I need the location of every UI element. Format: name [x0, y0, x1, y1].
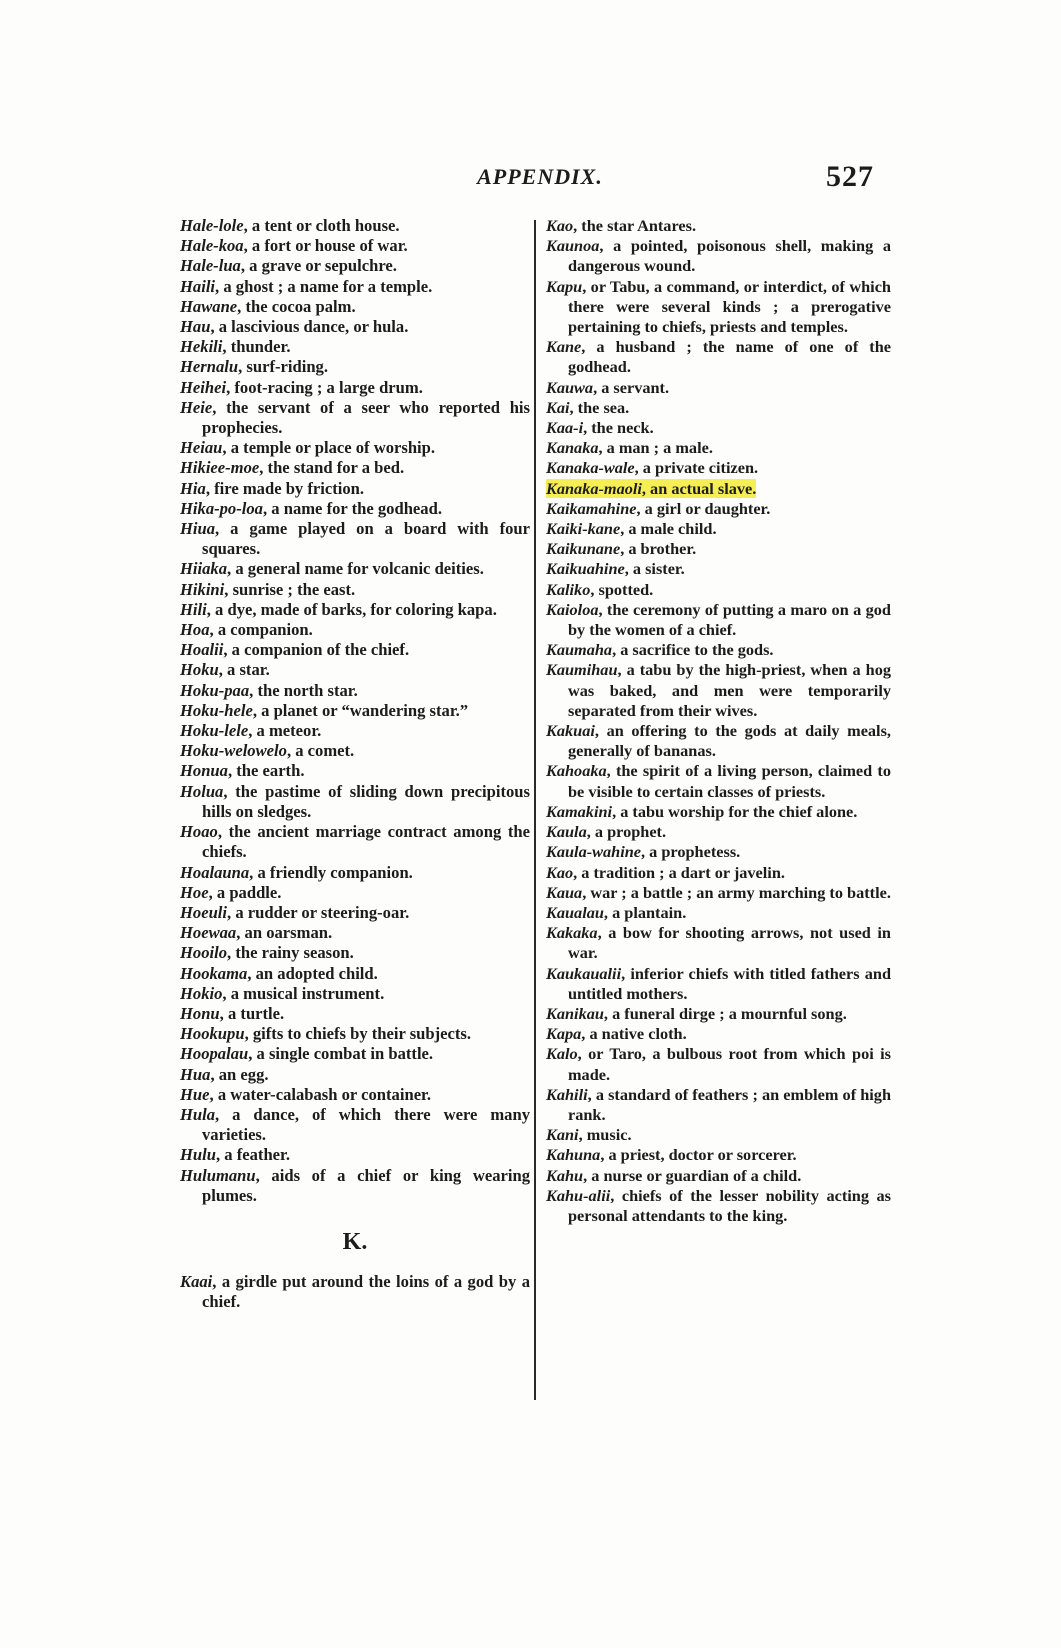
section-letter: K. — [342, 1228, 368, 1255]
glossary-entry — [180, 903, 530, 923]
entry-definition: , thunder. — [222, 337, 291, 357]
entry-definition: , an oarsman. — [236, 923, 333, 943]
glossary-entry — [546, 640, 891, 660]
entry-headword: Kauwa — [546, 377, 594, 397]
glossary-entry — [546, 1085, 891, 1125]
entry-definition: , a companion of the chief. — [223, 640, 410, 660]
glossary-entry — [180, 438, 530, 458]
glossary-entry — [180, 721, 530, 741]
entry-headword: Kaunoa — [546, 236, 600, 256]
glossary-entry — [180, 943, 530, 963]
entry-definition: , a tabu by the high-priest, when a hog was baked, and men were temporarily separated from their wives. — [568, 660, 891, 720]
glossary-entry — [180, 822, 530, 862]
entry-definition: , the north star. — [249, 680, 358, 700]
entry-definition: , music. — [578, 1125, 632, 1145]
glossary-entry — [546, 1166, 891, 1186]
entry-definition: , a girl or daughter. — [636, 498, 771, 518]
entry-headword: Hale-koa — [180, 236, 244, 256]
entry-definition: , a prophet. — [586, 822, 667, 842]
glossary-entry — [180, 964, 530, 984]
entry-headword: Kanaka-wale — [546, 458, 635, 478]
glossary-entry — [180, 681, 530, 701]
glossary-entry — [546, 1145, 891, 1165]
entry-definition: , a water-calabash or container. — [209, 1084, 432, 1104]
entry-definition: , a grave or sepulchre. — [240, 256, 397, 276]
entry-headword: Kaumihau — [546, 660, 618, 680]
glossary-entry — [180, 357, 530, 377]
entry-definition: , a man ; a male. — [598, 438, 713, 458]
entry-definition: , or Tabu, a command, or interdict, of which there were several kinds ; a prerogative pertaining to chiefs, priests and temples. — [568, 276, 891, 337]
glossary-entry — [180, 317, 530, 337]
entry-headword: Hika-po-loa — [180, 498, 263, 518]
entry-definition: , a rudder or steering-oar. — [227, 902, 410, 922]
entry-definition: , the cocoa palm. — [237, 296, 356, 316]
entry-definition: , a ghost ; a name for a temple. — [215, 276, 433, 296]
entry-headword: Hoalii — [180, 640, 224, 660]
entry-definition: , a funeral dirge ; a mournful song. — [603, 1003, 847, 1023]
entry-definition: , spotted. — [590, 579, 654, 599]
entry-definition: , the ceremony of putting a maro on a god by the women of a chief. — [568, 599, 891, 640]
entry-headword: Hernalu — [180, 357, 239, 377]
entry-headword: Hoku-hele — [180, 700, 253, 720]
entry-headword: Kaikamahine — [546, 498, 637, 518]
entry-headword: Hoalauna — [180, 862, 250, 882]
entry-headword: Kapa — [546, 1024, 582, 1044]
glossary-entry — [180, 640, 530, 660]
entry-definition: , fire made by friction. — [205, 478, 365, 498]
entry-definition: , the rainy season. — [227, 943, 354, 963]
entry-definition: , a plantain. — [603, 902, 687, 922]
entry-definition: , a tradition ; a dart or javelin. — [573, 862, 785, 882]
entry-definition: , the ancient marriage contract among the chiefs. — [202, 822, 530, 862]
glossary-entry — [180, 863, 530, 883]
glossary-entry — [180, 1085, 530, 1105]
entry-headword: Hale-lole — [180, 216, 244, 235]
right-column — [546, 216, 891, 1226]
glossary-entry — [180, 1272, 530, 1312]
glossary-entry — [546, 721, 891, 761]
entry-definition: , a sacrifice to the gods. — [612, 640, 774, 660]
entry-definition: , a tent or cloth house. — [243, 216, 400, 235]
entry-headword: Hookupu — [180, 1024, 245, 1044]
glossary-entry — [180, 1166, 530, 1206]
entry-headword: Kaua — [546, 882, 583, 902]
entry-definition: , a husband ; the name of one of the godhead. — [568, 337, 891, 377]
entry-definition: , a general name for volcanic deities. — [227, 559, 484, 579]
entry-definition: , a turtle. — [219, 1003, 285, 1023]
glossary-entry — [180, 600, 530, 620]
glossary-entry — [180, 761, 530, 781]
entry-definition: , a friendly companion. — [249, 862, 413, 882]
glossary-entry — [180, 1145, 530, 1165]
entry-definition: , surf-riding. — [238, 357, 328, 377]
entry-definition: , a dye, made of barks, for coloring kapa. — [206, 599, 497, 619]
glossary-entry — [180, 1024, 530, 1044]
entry-headword: Hookama — [180, 963, 248, 983]
entry-definition: , the sea. — [569, 397, 630, 417]
glossary-entry — [546, 438, 891, 458]
entry-definition: , a meteor. — [248, 721, 322, 741]
entry-headword: Hula — [180, 1104, 216, 1124]
entry-headword: Hoku — [180, 660, 219, 680]
glossary-entry — [180, 782, 530, 822]
entry-definition: , a dance, of which there were many varieties. — [202, 1104, 530, 1145]
entry-headword: Haili — [180, 276, 216, 296]
entry-definition: , a fort or house of war. — [243, 236, 408, 256]
glossary-entry — [546, 923, 891, 963]
glossary-entry — [180, 398, 530, 438]
entry-definition: , war ; a battle ; an army marching to battle. — [582, 882, 891, 902]
entry-definition: , a tabu worship for the chief alone. — [612, 801, 858, 821]
glossary-entry — [546, 964, 891, 1004]
glossary-entry — [546, 418, 891, 438]
entry-definition: , chiefs of the lesser nobility acting as personal attendants to the king. — [568, 1185, 891, 1225]
entry-definition: , the star Antares. — [573, 216, 697, 235]
entry-headword: Hulumanu — [180, 1165, 256, 1185]
glossary-entry — [546, 216, 891, 236]
glossary-entry — [180, 1044, 530, 1064]
entry-headword: Kanikau — [546, 1003, 604, 1023]
glossary-entry — [546, 519, 891, 539]
glossary-entry — [546, 660, 891, 721]
entry-headword: Heie — [180, 397, 213, 417]
entry-definition: , a musical instrument. — [222, 983, 385, 1003]
entry-headword: Heiau — [180, 438, 223, 458]
left-column — [180, 216, 530, 1312]
entry-headword: Hoao — [180, 822, 218, 842]
entry-definition: , a priest, doctor or sorcerer. — [600, 1145, 797, 1165]
entry-headword: Hale-lua — [180, 256, 241, 276]
glossary-entry — [546, 539, 891, 559]
entry-headword: Kao — [546, 862, 574, 882]
entry-headword: Kakaka — [546, 923, 598, 943]
entry-headword: Kahuna — [546, 1145, 601, 1165]
entry-headword: Kalo — [546, 1044, 578, 1064]
entry-headword: Hawane — [180, 296, 238, 316]
glossary-entry — [546, 1024, 891, 1044]
entry-headword: Hoewaa — [180, 923, 237, 943]
glossary-entry — [180, 741, 530, 761]
entry-definition: , gifts to chiefs by their subjects. — [244, 1024, 472, 1044]
entry-headword: Hoa — [180, 620, 210, 640]
entry-headword: Kani — [546, 1125, 579, 1145]
entry-headword: Kaualau — [546, 902, 604, 922]
entry-headword: Kaula — [546, 822, 587, 842]
entry-headword: Hikiee-moe — [180, 458, 260, 478]
entry-definition: , a native cloth. — [581, 1024, 687, 1044]
glossary-entry — [546, 822, 891, 842]
entry-headword: Hooilo — [180, 943, 228, 963]
entry-definition: , a girdle put around the loins of a god by a chief. — [202, 1271, 530, 1312]
entry-definition: , the neck. — [583, 418, 654, 438]
entry-headword: Kao — [546, 216, 574, 235]
glossary-entry — [180, 923, 530, 943]
entry-headword: Hoku-lele — [180, 721, 249, 741]
glossary-entry — [546, 1004, 891, 1024]
entry-headword: Hokio — [180, 983, 223, 1003]
entry-definition: , a comet. — [286, 741, 355, 761]
entry-headword: Hiua — [180, 519, 216, 539]
entry-definition: , a private citizen. — [634, 458, 759, 478]
entry-headword: Hekili — [180, 337, 223, 357]
entry-definition: , a name for the godhead. — [262, 498, 442, 518]
entry-definition: , the servant of a seer who reported his prophecies. — [202, 397, 530, 438]
entry-definition: , a temple or place of worship. — [222, 438, 436, 458]
entry-definition: , the spirit of a living person, claimed to be visible to certain classes of priests. — [568, 761, 891, 801]
glossary-entry — [180, 1105, 530, 1145]
glossary-entry — [180, 236, 530, 256]
entry-definition: , a companion. — [209, 620, 313, 640]
entry-definition: , a servant. — [593, 377, 670, 397]
glossary-entry — [180, 1004, 530, 1024]
entry-definition: , a game played on a board with four squares. — [202, 519, 530, 559]
glossary-entry — [546, 499, 891, 519]
entry-headword: Kaliko — [546, 579, 591, 599]
glossary-entry — [546, 842, 891, 862]
entry-headword: Heihei — [180, 377, 227, 397]
glossary-entry — [546, 236, 891, 276]
glossary-entry — [180, 559, 530, 579]
entry-definition: , a prophetess. — [641, 842, 741, 862]
glossary-entry — [546, 337, 891, 377]
glossary-entry — [546, 761, 891, 801]
entry-headword: Kahili — [546, 1084, 588, 1104]
entry-headword: Kaumaha — [546, 640, 613, 660]
highlight-mark — [546, 479, 756, 498]
entry-definition: , an actual slave. — [641, 478, 757, 498]
entry-definition: , a male child. — [620, 519, 717, 539]
entry-headword: Hia — [180, 478, 206, 498]
entry-headword: Kanaka-maoli — [546, 478, 642, 498]
entry-definition: , a planet or “wandering star.” — [252, 700, 469, 720]
entry-headword: Kahoaka — [546, 761, 607, 781]
glossary-entry — [180, 216, 530, 236]
entry-headword: Hoopalau — [180, 1044, 249, 1064]
entry-headword: Hikini — [180, 579, 225, 599]
page-number: 527 — [826, 160, 874, 193]
glossary-entry — [180, 701, 530, 721]
entry-definition: , a pointed, poisonous shell, making a dangerous wound. — [568, 236, 891, 276]
entry-headword: Hoe — [180, 882, 209, 902]
entry-headword: Hili — [180, 599, 207, 619]
glossary-entry — [180, 883, 530, 903]
glossary-entry — [546, 863, 891, 883]
entry-headword: Kahu — [546, 1165, 584, 1185]
entry-definition: , aids of a chief or king wearing plumes. — [202, 1165, 530, 1205]
entry-definition: , a bow for shooting arrows, not used in war. — [568, 923, 891, 963]
glossary-entry — [180, 337, 530, 357]
entry-headword: Kahu-alii — [546, 1185, 611, 1205]
entry-headword: Kaukaualii — [546, 963, 622, 983]
glossary-entry — [546, 1125, 891, 1145]
glossary-entry — [180, 660, 530, 680]
entry-headword: Kapu — [546, 276, 583, 296]
entry-definition: , a star. — [218, 660, 270, 680]
entry-definition: , an egg. — [210, 1064, 269, 1084]
entry-definition: , the pastime of sliding down precipitous hills on sledges. — [202, 781, 530, 821]
entry-definition: , the stand for a bed. — [259, 458, 405, 478]
glossary-entry — [180, 297, 530, 317]
entry-definition: , a single combat in battle. — [248, 1044, 434, 1064]
entry-headword: Kaikunane — [546, 539, 621, 559]
entry-headword: Hoeuli — [180, 902, 228, 922]
entry-headword: Kai — [546, 397, 570, 417]
running-head — [0, 160, 1061, 200]
glossary-entry — [546, 903, 891, 923]
glossary-entry — [546, 277, 891, 338]
entry-headword: Hulu — [180, 1145, 216, 1165]
glossary-entry — [546, 580, 891, 600]
glossary-entry — [546, 1186, 891, 1226]
entry-definition: , a standard of feathers ; an emblem of high rank. — [568, 1084, 891, 1124]
column-divider — [534, 220, 536, 1400]
entry-definition: , a lascivious dance, or hula. — [210, 317, 409, 337]
entry-headword: Hoku-paa — [180, 680, 250, 700]
glossary-entry — [180, 499, 530, 519]
entry-headword: Kanaka — [546, 438, 599, 458]
running-title: APPENDIX. — [477, 164, 603, 189]
entry-headword: Holua — [180, 781, 224, 801]
entry-definition: , sunrise ; the east. — [224, 579, 356, 599]
glossary-entry — [180, 256, 530, 276]
glossary-entry — [546, 378, 891, 398]
entry-definition: , an adopted child. — [247, 963, 378, 983]
entry-definition: , inferior chiefs with titled fathers and untitled mothers. — [568, 963, 891, 1003]
glossary-entry — [546, 802, 891, 822]
entry-headword: Kaula-wahine — [546, 842, 642, 862]
entry-headword: Hiiaka — [180, 559, 228, 579]
entry-headword: Kaai — [180, 1271, 213, 1291]
entry-headword: Kamakini — [546, 801, 613, 821]
entry-definition: , a paddle. — [208, 882, 282, 902]
glossary-entry — [546, 559, 891, 579]
entry-headword: Kaioloa — [546, 599, 599, 619]
glossary-entry — [180, 479, 530, 499]
entry-headword: Kane — [546, 337, 582, 357]
entry-definition: , a sister. — [624, 559, 685, 579]
glossary-entry — [180, 620, 530, 640]
glossary-entry — [180, 1065, 530, 1085]
entry-headword: Kaiki-kane — [546, 519, 621, 539]
entry-definition: , a feather. — [215, 1145, 291, 1165]
glossary-entry — [546, 398, 891, 418]
glossary-entry — [180, 984, 530, 1004]
glossary-entry — [180, 378, 530, 398]
entry-definition: , foot-racing ; a large drum. — [226, 377, 423, 397]
entry-headword: Kaa-i — [546, 418, 584, 438]
entry-headword: Honua — [180, 761, 228, 781]
glossary-entry — [180, 580, 530, 600]
glossary-entry — [546, 600, 891, 640]
glossary-entry — [546, 479, 891, 499]
glossary-entry — [546, 883, 891, 903]
entry-definition: , or Taro, a bulbous root from which poi is made. — [568, 1044, 891, 1084]
entry-headword: Hue — [180, 1084, 210, 1104]
entry-headword: Hoku-welowelo — [180, 741, 287, 761]
entry-definition: , an offering to the gods at daily meals, generally of bananas. — [568, 721, 891, 761]
entry-definition: , the earth. — [227, 761, 305, 781]
glossary-entry — [546, 1044, 891, 1084]
entry-headword: Hau — [180, 317, 211, 337]
entry-headword: Hua — [180, 1064, 211, 1084]
glossary-entry — [180, 277, 530, 297]
glossary-entry — [180, 519, 530, 559]
entry-definition: , a nurse or guardian of a child. — [583, 1165, 802, 1185]
glossary-entry — [546, 458, 891, 478]
entry-headword: Kaikuahine — [546, 559, 625, 579]
glossary-entry — [180, 458, 530, 478]
entry-definition: , a brother. — [620, 539, 697, 559]
entry-headword: Honu — [180, 1003, 220, 1023]
entry-headword: Kakuai — [546, 721, 595, 741]
